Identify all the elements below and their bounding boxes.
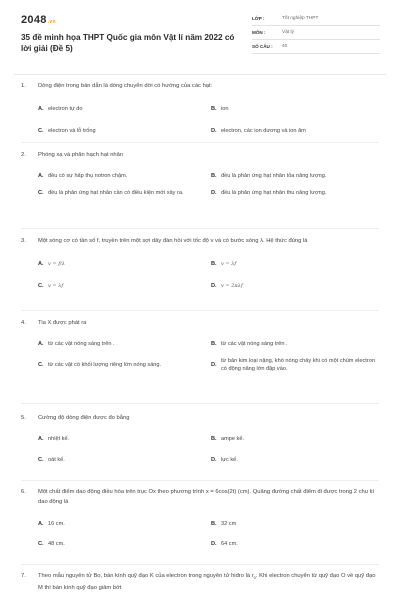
- question-separator: [21, 142, 379, 143]
- option-text: ampe kế.: [221, 436, 245, 442]
- question-stem: [21, 81, 391, 91]
- formula-text: v = 2πλf: [221, 282, 243, 289]
- question-stem: [21, 571, 391, 593]
- question-text: Dòng điện trong bán dẫn là dòng chuyển dời có hướng của các hạt:: [38, 83, 213, 89]
- option-text: đều là phản ứng hạt nhân cần có điều kiện mới xảy ra.: [48, 189, 184, 196]
- option-text: lực kế.: [221, 456, 238, 463]
- option-row: [38, 357, 388, 374]
- option-text: từ bản kim loại nặng, khó nóng chảy khi có một chùm electron có động năng lớn đập vào.: [221, 357, 375, 372]
- formula-text: v = λf: [48, 282, 64, 289]
- option-letter: D.: [211, 540, 217, 547]
- meta-row-subject: [252, 26, 380, 40]
- option-letter: C.: [38, 540, 44, 547]
- question-number: 5.: [21, 415, 26, 421]
- option-letter: A.: [38, 521, 44, 527]
- meta-key: MÔN :: [252, 30, 266, 35]
- option-text: electron tự do: [48, 106, 83, 112]
- option-text: đều là phản ứng hạt nhân tỏa năng lượng.: [221, 173, 327, 179]
- option-letter: D.: [211, 189, 217, 196]
- option-row: [38, 456, 388, 465]
- option-a[interactable]: [38, 340, 211, 349]
- option-letter: B.: [211, 106, 217, 112]
- option-d[interactable]: [211, 357, 384, 374]
- option-a[interactable]: [38, 172, 211, 181]
- option-b[interactable]: [211, 340, 384, 349]
- option-d[interactable]: [211, 456, 384, 465]
- option-row: [38, 172, 388, 181]
- question-number: 3.: [21, 238, 26, 244]
- question-stem: [21, 487, 391, 507]
- option-row: [38, 435, 388, 444]
- question-number: 4.: [21, 320, 26, 326]
- option-a[interactable]: [38, 520, 211, 529]
- option-b[interactable]: [211, 520, 384, 529]
- question-text: Một chất điểm dao động điều hòa trên trục Ox theo phương trình x = 6cos(2t) (cm). Quãng đường chất điểm đi được trong 2 chu kì dao động là: [38, 489, 375, 505]
- meta-value: Tốt nghiệp THPT: [282, 16, 319, 21]
- option-row: [38, 540, 388, 549]
- option-d[interactable]: [211, 282, 384, 291]
- question-separator: [21, 310, 379, 311]
- question-text: Cường độ dòng điện được đo bằng: [38, 415, 130, 421]
- option-d[interactable]: [211, 127, 384, 136]
- option-row: [38, 189, 388, 198]
- option-c[interactable]: [38, 282, 211, 291]
- question-text: [38, 571, 376, 593]
- option-c[interactable]: [38, 189, 211, 198]
- meta-key: LỚP :: [252, 16, 265, 21]
- option-letter: C.: [38, 361, 44, 368]
- option-text: đều là phản ứng hạt nhân thu năng lượng.: [221, 189, 327, 196]
- question-stem: [21, 413, 391, 423]
- option-b[interactable]: [211, 105, 384, 114]
- option-row: [38, 520, 388, 529]
- option-letter: B.: [211, 341, 217, 347]
- option-row: [38, 260, 388, 269]
- page-header: [0, 0, 400, 74]
- option-b[interactable]: [211, 172, 384, 181]
- option-letter: A.: [38, 436, 44, 442]
- question-text: Tia X được phát ra: [38, 320, 87, 326]
- option-text: 16 cm.: [48, 521, 65, 527]
- option-text: từ các vật nóng sáng trên .: [221, 341, 288, 347]
- question-stem: [21, 236, 391, 246]
- option-a[interactable]: [38, 435, 211, 444]
- question-stem: [21, 318, 391, 328]
- meta-row-count: [252, 40, 380, 54]
- question-text: Một sóng cơ có tần số f, truyền trên một sợi dây đàn hồi với tốc độ v và có bước sóng λ. Hệ thức đúng là: [38, 238, 308, 244]
- meta-key: SỐ CÂU :: [252, 44, 273, 49]
- option-letter: A.: [38, 261, 44, 267]
- formula-text: v = λf: [221, 261, 237, 267]
- option-letter: B.: [211, 436, 217, 442]
- option-letter: D.: [211, 282, 217, 289]
- question-7: [21, 571, 391, 593]
- question-5: [21, 413, 391, 464]
- question-number: 7.: [21, 573, 26, 579]
- option-letter: D.: [211, 456, 217, 463]
- option-letter: B.: [211, 521, 217, 527]
- document-title: 35 đề minh họa THPT Quốc gia môn Vật lí năm 2022 có lời giải (Đề 5): [21, 33, 235, 53]
- option-text: 32 cm: [221, 521, 237, 527]
- option-row: [38, 340, 388, 349]
- meta-value: Vật lý: [282, 30, 294, 35]
- logo-text: 2048: [21, 14, 47, 26]
- option-d[interactable]: [211, 540, 384, 549]
- question-2: [21, 150, 391, 197]
- site-logo[interactable]: [21, 14, 56, 26]
- option-text: từ các vật có khối lượng riêng lớn nóng sáng.: [48, 361, 162, 368]
- question-text: Phóng xạ và phân hạch hạt nhân: [38, 152, 124, 158]
- question-text-part: Theo mẫu nguyên tử Bo, bán kính quỹ đạo K của electron trong nguyên tử hiđro là r: [38, 573, 254, 579]
- option-letter: C.: [38, 282, 44, 289]
- option-letter: D.: [211, 127, 217, 134]
- option-text: 48 cm.: [48, 540, 65, 547]
- question-3: [21, 236, 391, 290]
- question-separator: [21, 480, 379, 481]
- option-letter: A.: [38, 106, 44, 112]
- option-text: đều có sự hấp thụ notron chậm.: [48, 173, 128, 179]
- option-row: [38, 127, 388, 136]
- option-letter: A.: [38, 173, 44, 179]
- option-c[interactable]: [38, 127, 211, 136]
- question-number: 6.: [21, 489, 26, 495]
- question-stem: [21, 150, 391, 160]
- option-text: từ các vật nóng sáng trên .: [48, 341, 115, 347]
- option-letter: C.: [38, 127, 44, 134]
- option-c[interactable]: [38, 357, 211, 374]
- question-separator: [21, 403, 379, 404]
- option-a[interactable]: [38, 260, 211, 269]
- question-6: [21, 487, 391, 548]
- formula-text: v = f/λ: [48, 261, 65, 267]
- option-text: ion: [221, 106, 229, 112]
- document-meta: [252, 12, 380, 54]
- option-text: oát kế.: [48, 456, 65, 463]
- option-c[interactable]: [38, 456, 211, 465]
- option-text: electron, các ion dương và ion âm: [221, 127, 306, 134]
- meta-value: 40: [282, 44, 288, 49]
- option-text: 64 cm.: [221, 540, 238, 547]
- option-letter: C.: [38, 456, 44, 463]
- option-letter: C.: [38, 189, 44, 196]
- question-1: [21, 81, 391, 135]
- question-number: 2.: [21, 152, 26, 158]
- option-text: nhiệt kế.: [48, 436, 70, 442]
- option-c[interactable]: [38, 540, 211, 549]
- option-text: electron và lỗ trống: [48, 127, 96, 134]
- question-number: 1.: [21, 83, 26, 89]
- question-separator: [21, 564, 379, 565]
- header-divider: [14, 74, 386, 75]
- question-separator: [21, 228, 379, 229]
- option-letter: B.: [211, 173, 217, 179]
- option-a[interactable]: [38, 105, 211, 114]
- question-text-part: . Khi electron chuyển từ quỹ đạo O về quỹ đạo M thì bán kính quỹ đạo giảm bớt: [38, 573, 376, 592]
- logo-suffix: .vn: [47, 19, 56, 25]
- option-letter: A.: [38, 341, 44, 347]
- option-row: [38, 282, 388, 291]
- subscript: 0: [253, 575, 256, 581]
- question-4: [21, 318, 391, 374]
- option-letter: D.: [211, 361, 217, 368]
- option-d[interactable]: [211, 189, 384, 198]
- option-b[interactable]: [211, 435, 384, 444]
- option-b[interactable]: [211, 260, 384, 269]
- meta-row-class: [252, 12, 380, 26]
- option-letter: B.: [211, 261, 217, 267]
- option-row: [38, 105, 388, 114]
